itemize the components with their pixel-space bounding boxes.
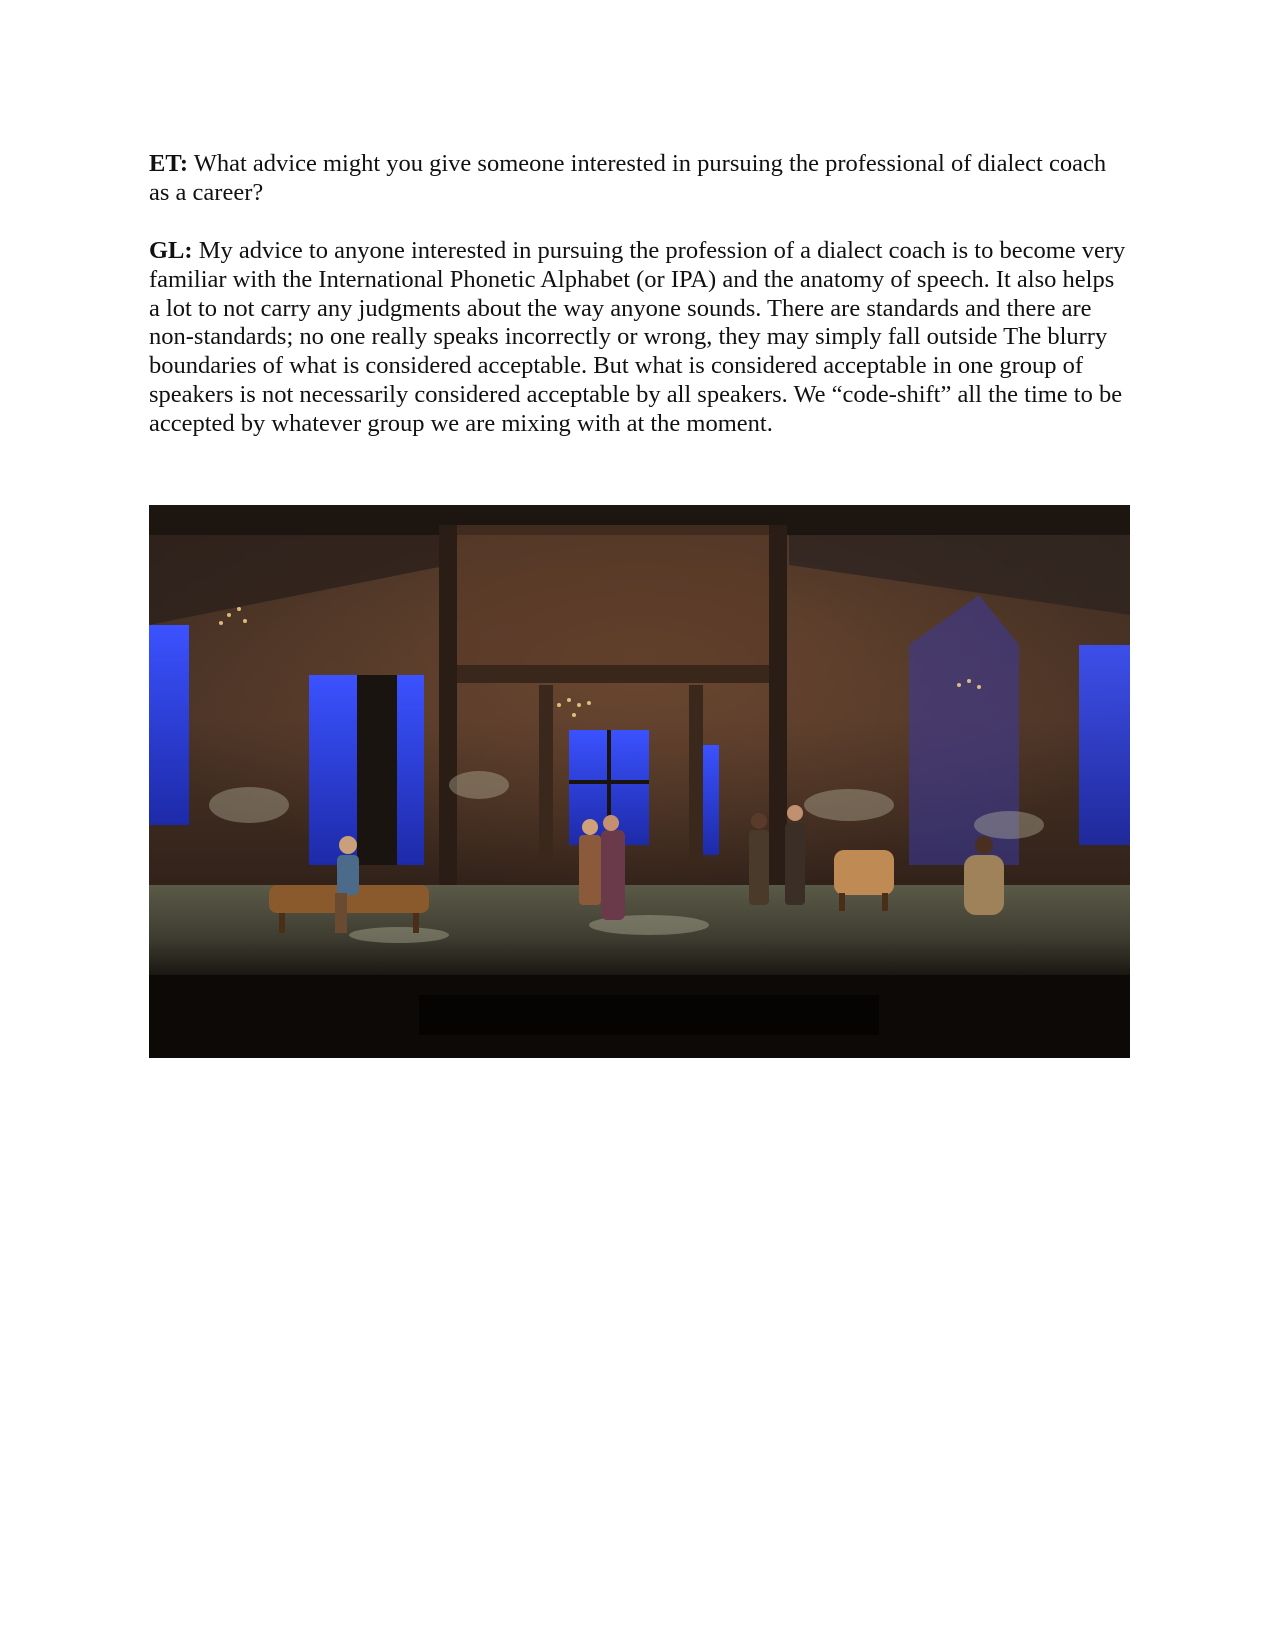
answer-text: My advice to anyone interested in pursuing the profession of a dialect coach is to become very familiar with the International Phonetic Alphabet (or IPA) and the anatomy of speech. It also helps a lot to not carry any judgments about the way anyone sounds. There are standards and there are non-standards; no one really speaks incorrectly or wrong, they may simply fall outside The blurry boundaries of what is considered acceptable. But what is considered acceptable in one group of speakers is not necessarily considered acceptable by all speakers. We “code-shift” all the time to be accepted by whatever group we are mixing with at the moment.	[149, 237, 1126, 437]
question-text: What advice might you give someone interested in pursuing the professional of dialect coach as a career?	[149, 150, 1107, 206]
interview-question	[149, 150, 1129, 208]
interview-answer	[149, 237, 1129, 439]
question-speaker: ET:	[149, 150, 189, 177]
question-paragraph	[149, 150, 1129, 208]
answer-speaker: GL:	[149, 237, 193, 264]
stage-production-photo	[149, 505, 1130, 1058]
answer-paragraph	[149, 237, 1129, 439]
